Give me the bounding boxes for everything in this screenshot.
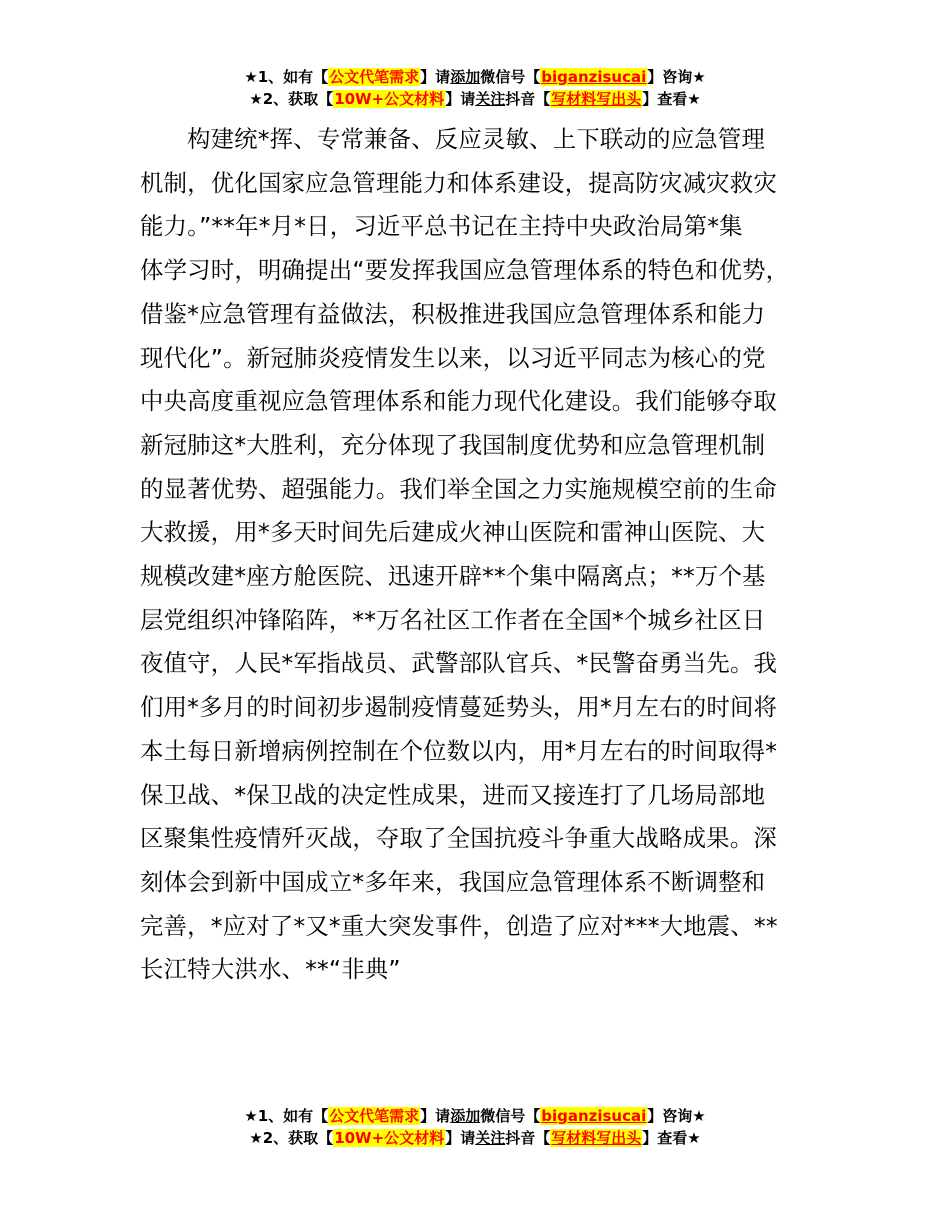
body-line: 能力。”**年*月*日，习近平总书记在主持中央政治局第*集 — [140, 212, 743, 241]
footer-line-2-mid1: 】请 — [445, 1129, 476, 1147]
body-line: 中央高度重视应急管理体系和能力现代化建设。我们能够夺取 — [140, 387, 777, 416]
header-line-1 — [0, 66, 950, 88]
body-line: 体学习时，明确提出“要发挥我国应急管理体系的特色和优势， — [140, 256, 790, 285]
footer-line-1-suffix: 】咨询★ — [647, 1107, 706, 1125]
header-line-1-wechat-id: biganzisucai — [541, 68, 647, 86]
header-line-2-suffix: 】查看★ — [642, 90, 701, 108]
body-line: 本土每日新增病例控制在个位数以内，用*月左右的时间取得* — [140, 736, 778, 765]
body-line: 完善，*应对了*又*重大突发事件，创造了应对***大地震、** — [140, 911, 778, 940]
header-line-2 — [0, 88, 950, 110]
footer-line-2-suffix: 】查看★ — [642, 1129, 701, 1147]
footer-line-1-wechat-id: biganzisucai — [541, 1107, 647, 1125]
body-line: 夜值守，人民*军指战员、武警部队官兵、*民警奋勇当先。我 — [140, 649, 778, 678]
header-line-1-mid1: 】请 — [420, 68, 451, 86]
body-line: 层党组织冲锋陷阵，**万名社区工作者在全国*个城乡社区日 — [140, 605, 766, 634]
header-line-2-douyin-id: 写材料写出头 — [551, 90, 642, 108]
header-line-1-mid2: 微信号【 — [480, 68, 541, 86]
footer-line-1 — [0, 1105, 950, 1127]
body-line: 们用*多月的时间初步遏制疫情蔓延势头，用*月左右的时间将 — [140, 693, 778, 722]
document-body — [140, 118, 820, 992]
footer-line-2-mid2: 抖音【 — [505, 1129, 551, 1147]
body-line: 保卫战、*保卫战的决定性成果，进而又接连打了几场局部地 — [140, 780, 766, 809]
footer-line-1-mid2: 微信号【 — [480, 1107, 541, 1125]
body-line: 机制，优化国家应急管理能力和体系建设，提高防灾减灾救灾 — [140, 168, 777, 197]
body-line: 构建统*挥、专常兼备、反应灵敏、上下联动的应急管理 — [187, 125, 766, 153]
footer-line-2-douyin-id: 写材料写出头 — [551, 1129, 642, 1147]
header-banner — [0, 66, 950, 110]
header-line-2-prefix: ★2、获取【 — [249, 90, 334, 108]
header-line-1-highlight-service: 公文代笔需求 — [329, 68, 420, 86]
body-line: 的显著优势、超强能力。我们举全国之力实施规模空前的生命 — [140, 474, 777, 503]
footer-line-2 — [0, 1127, 950, 1149]
header-line-1-underlined: 添加 — [450, 68, 481, 86]
header-line-2-mid1: 】请 — [445, 90, 476, 108]
footer-banner — [0, 1105, 950, 1149]
footer-line-2-prefix: ★2、获取【 — [249, 1129, 334, 1147]
header-line-2-underlined: 关注 — [475, 90, 506, 108]
body-line: 规模改建*座方舱医院、迅速开辟**个集中隔离点；**万个基 — [140, 562, 766, 591]
footer-line-1-mid1: 】请 — [420, 1107, 451, 1125]
footer-line-1-underlined: 添加 — [450, 1107, 481, 1125]
footer-line-2-highlight-materials: 10W+公文材料 — [334, 1129, 445, 1147]
header-line-1-prefix: ★1、如有【 — [244, 68, 329, 86]
body-line: 新冠肺这*大胜利，充分体现了我国制度优势和应急管理机制 — [140, 430, 766, 459]
body-line: 大救援，用*多天时间先后建成火神山医院和雷神山医院、大 — [140, 518, 766, 547]
footer-line-2-underlined: 关注 — [475, 1129, 506, 1147]
header-line-2-mid2: 抖音【 — [505, 90, 551, 108]
body-line: 现代化”。新冠肺炎疫情发生以来，以习近平同志为核心的党 — [140, 343, 766, 372]
header-line-2-highlight-materials: 10W+公文材料 — [334, 90, 445, 108]
body-line: 长江特大洪水、**“非典” — [140, 955, 401, 984]
body-line: 区聚集性疫情歼灭战，夺取了全国抗疫斗争重大战略成果。深 — [140, 824, 777, 853]
body-line: 刻体会到新中国成立*多年来，我国应急管理体系不断调整和 — [140, 867, 766, 896]
body-line: 借鉴*应急管理有益做法，积极推进我国应急管理体系和能力 — [140, 299, 766, 328]
footer-line-1-prefix: ★1、如有【 — [244, 1107, 329, 1125]
footer-line-1-highlight-service: 公文代笔需求 — [329, 1107, 420, 1125]
header-line-1-suffix: 】咨询★ — [647, 68, 706, 86]
